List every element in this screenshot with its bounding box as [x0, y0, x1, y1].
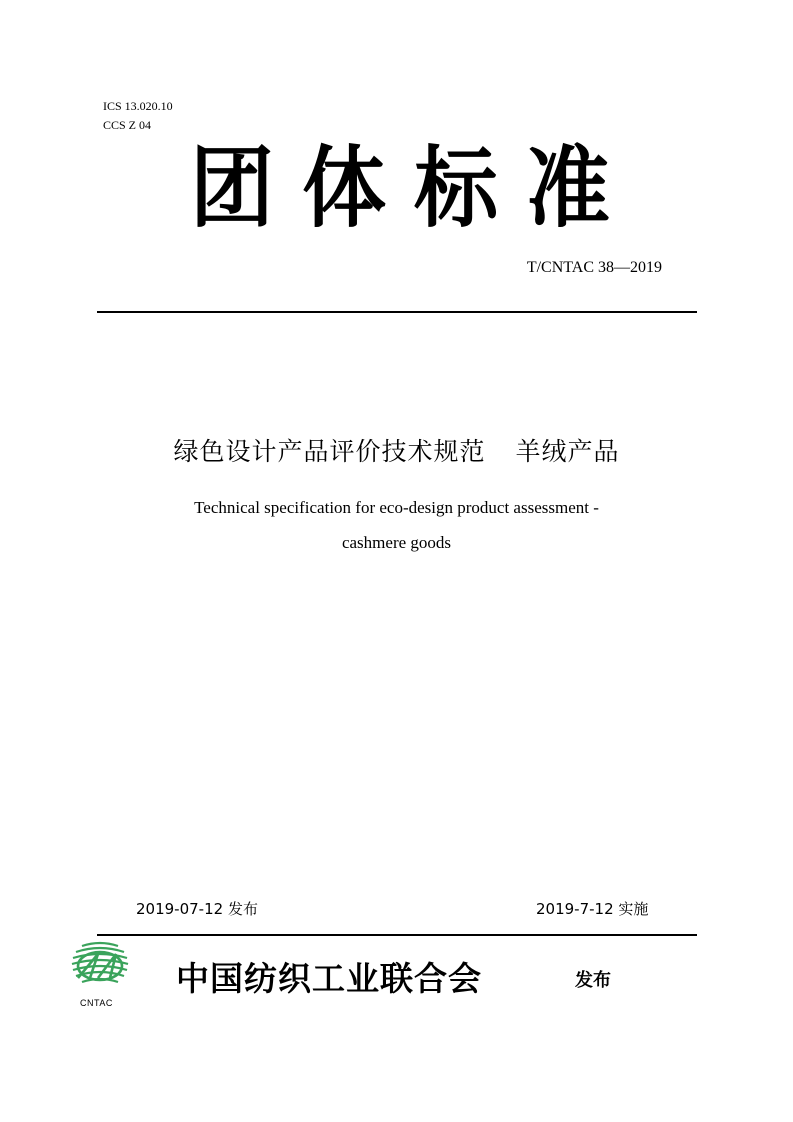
publisher-suffix: 发布 — [575, 970, 611, 991]
publish-date: 2019-07-12 发布 — [136, 900, 258, 918]
implement-date: 2019-7-12 实施 — [536, 900, 649, 918]
top-divider — [97, 311, 697, 313]
title-char-1: 团 — [190, 136, 275, 240]
document-type-title — [190, 136, 610, 240]
chinese-title — [0, 432, 793, 468]
title-char-2: 体 — [301, 136, 386, 240]
english-title-line-1: Technical specification for eco-design product assessment - — [194, 498, 599, 517]
classification-codes — [103, 97, 173, 135]
title-char-3: 标 — [413, 136, 498, 240]
publisher-name: 中国纺织工业联合会 — [176, 959, 482, 998]
standard-number: T/CNTAC 38—2019 — [526, 259, 662, 276]
ccs-code: CCS Z 04 — [103, 118, 152, 132]
bottom-divider — [97, 934, 697, 936]
cntac-logo-text: CNTAC — [80, 998, 113, 1008]
english-title-line-2: cashmere goods — [341, 533, 452, 552]
cntac-logo-icon — [68, 938, 132, 990]
english-title — [0, 490, 793, 560]
title-char-4: 准 — [525, 136, 610, 240]
chinese-title-sub: 羊绒产品 — [515, 437, 620, 466]
ics-code: ICS 13.020.10 — [103, 99, 173, 113]
chinese-title-main: 绿色设计产品评价技术规范 — [173, 437, 486, 466]
